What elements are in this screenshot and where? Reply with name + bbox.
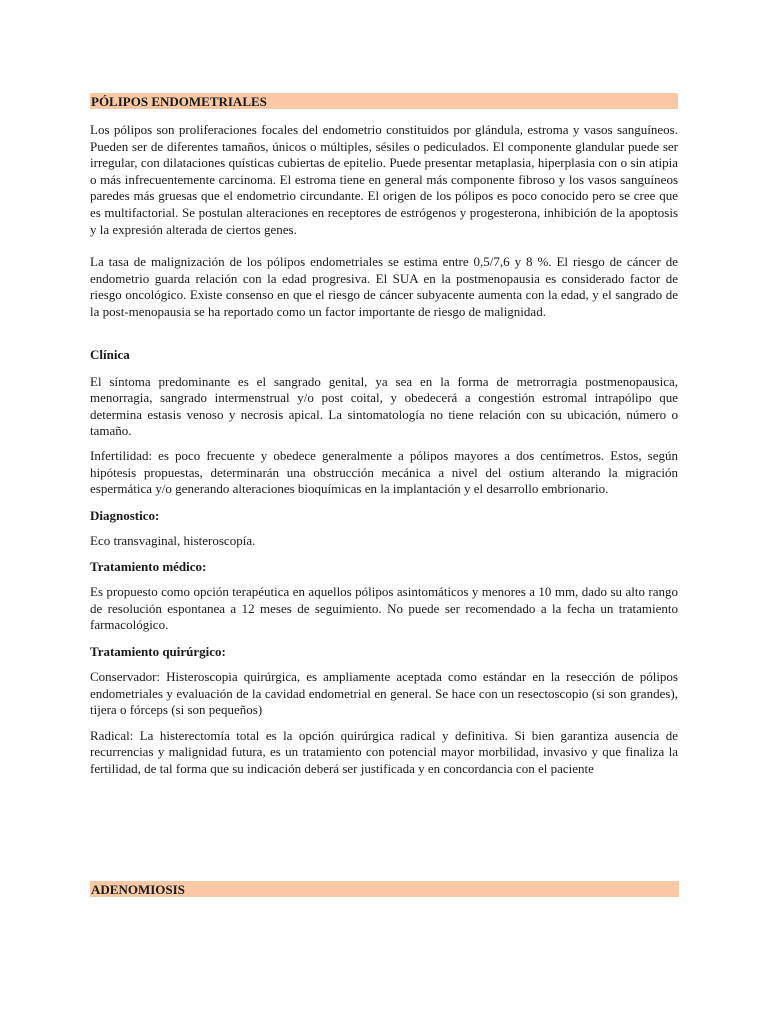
paragraph-clinica-infertilidad: Infertilidad: es poco frecuente y obedece generalmente a pólipos mayores a dos centímetros. Estos, según hipótesis propuestas, determinarán una obstrucción mecánica a nivel del ostium alterando la migración espermática y/o generando alteraciones bioquímicas en la implantación y el desarrollo embrionario. (90, 447, 678, 497)
paragraph-polipos-malignizacion: La tasa de malignización de los pólipos endometriales se estima entre 0,5/7,6 y 8 %. El riesgo de cáncer de endometrio guarda relación con la edad progresiva. El SUA en la postmenopausia es considerado factor de riesgo oncológico. Existe consenso en que el riesgo de cáncer subyacente aumenta con la edad, y el sangrado de la post-menopausia se ha reportado como un factor importante de riesgo de malignidad. (90, 254, 678, 319)
heading-diagnostico: Diagnostico: (90, 507, 160, 523)
section-title-polipos-endometriales: PÓLIPOS ENDOMETRIALES (90, 93, 678, 109)
paragraph-tratamiento-medico: Es propuesto como opción terapéutica en aquellos pólipos asintomáticos y menores a 10 mm, dado su alto rango de resolución espontanea a 12 meses de seguimiento. No puede ser recomendado a la fecha un tratamiento farmacológico. (90, 584, 678, 633)
paragraph-clinica-sintoma: El síntoma predominante es el sangrado genital, ya sea en la forma de metrorragia postmenopausica, menorragia, sangrado intermenstrual y/o post coital, y obedecerá a congestión estromal intrapólipo que determina estasis venoso y necrosis apical. La sintomatología no tiene relación con su ubicación, número o tamaño. (90, 373, 678, 439)
document-page (90, 93, 678, 897)
paragraph-polipos-definicion: Los pólipos son proliferaciones focales del endometrio constituidos por glándula, estroma y vasos sanguíneos. Pueden ser de diferentes tamaños, únicos o múltiples, sésiles o pediculados. El componente glandular puede ser irregular, con dilataciones quísticas cubiertas de epitelio. Puede presentar metaplasia, hiperplasia con o sin atipia o más infrecuentemente carcinoma. El estroma tiene en general más componente fibroso y los vasos sanguíneos paredes más gruesas que el endometrio circundante. El origen de los pólipos es poco conocido pero se cree que es multifactorial. Se postulan alteraciones en receptores de estrógenos y progesterona, inhibición de la apoptosis y la expresión alterada de ciertos genes. (90, 122, 678, 237)
heading-tratamiento-medico: Tratamiento médico: (90, 559, 207, 575)
section-title-adenomiosis: ADENOMIOSIS (90, 881, 679, 897)
paragraph-diagnostico: Eco transvaginal, histeroscopía. (90, 532, 256, 548)
heading-clinica: Clínica (90, 346, 130, 362)
paragraph-tratamiento-conservador: Conservador: Histeroscopia quirúrgica, es ampliamente aceptada como estándar en la resección de pólipos endometriales y evaluación de la cavidad endometrial en general. Se hace con un resectoscopio (si son grandes), tijera o fórceps (si son pequeños) (90, 669, 678, 718)
heading-tratamiento-quirurgico: Tratamiento quirúrgico: (90, 644, 226, 660)
paragraph-tratamiento-radical: Radical: La histerectomía total es la opción quirúrgica radical y definitiva. Si bien garantiza ausencia de recurrencias y malignidad futura, es un tratamiento con potencial mayor morbilidad, invasivo y que finaliza la fertilidad, de tal forma que su indicación deberá ser justificada y en concordancia con el paciente (90, 727, 678, 777)
